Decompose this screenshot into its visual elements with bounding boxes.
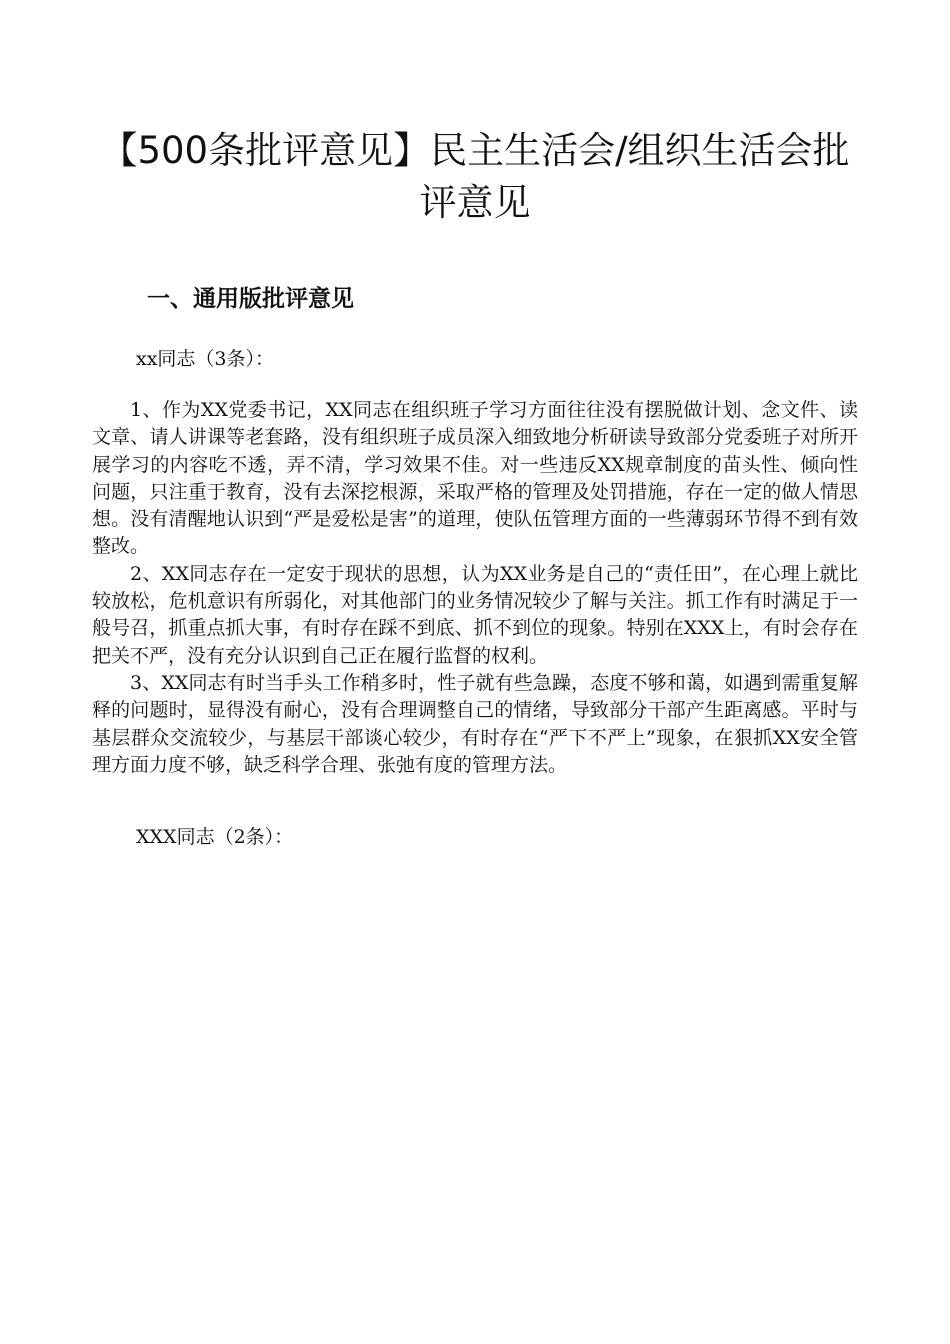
criticism-paragraph-3: 3、XX同志有时当手头工作稍多时，性子就有些急躁，态度不够和蔼，如遇到需重复解释的问题时，显得没有耐心，没有合理调整自己的情绪，导致部分干部产生距离感。平时与基层群众交流较少，与基层干部谈心较少，有时存在“严下不严上”现象，在狠抓XX安全管理方面力度不够，缺乏科学合理、张弛有度的管理方法。 [92, 671, 858, 776]
criticism-paragraph-2: 2、XX同志存在一定安于现状的思想，认为XX业务是自己的“责任田”，在心理上就比较放松，危机意识有所弱化，对其他部门的业务情况较少了解与关注。抓工作有时满足于一般号召，抓重点抓大事，有时存在踩不到底、抓不到位的现象。特别在XXX上，有时会存在把关不严，没有充分认识到自己正在履行监督的权利。 [92, 562, 858, 667]
person-heading-xx: xx同志（3条）： [136, 348, 275, 370]
criticism-paragraph-1: 1、作为XX党委书记，XX同志在组织班子学习方面往往没有摆脱做计划、念文件、读文章、请人讲课等老套路，没有组织班子成员深入细致地分析研读导致部分党委班子对所开展学习的内容吃不透，弄不清，学习效果不佳。对一些违反XX规章制度的苗头性、倾向性问题，只注重于教育，没有去深挖根源，采取严格的管理及处罚措施，存在一定的做人情思想。没有清醒地认识到“严是爱松是害”的道理，使队伍管理方面的一些薄弱环节得不到有效整改。 [92, 399, 858, 558]
person-heading-xxx: XXX同志（2条）： [136, 826, 294, 848]
document-title: 【500条批评意见】民主生活会/组织生活会批评意见 [100, 129, 850, 224]
criticism-paragraphs [92, 397, 858, 779]
section-heading: 一、通用版批评意见 [147, 286, 354, 312]
